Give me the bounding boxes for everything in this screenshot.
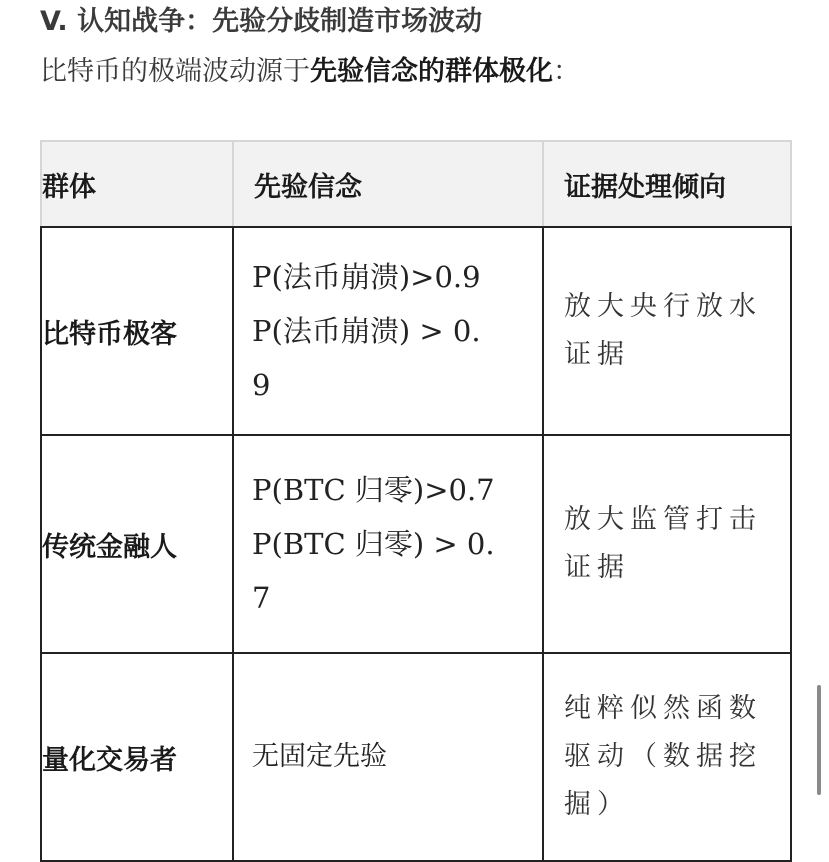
belief-line: 9	[252, 368, 271, 402]
group-cell: 比特币极客	[41, 227, 233, 435]
table-header-row	[41, 141, 791, 227]
section-heading: V. 认知战争：先验分歧制造市场波动	[40, 6, 483, 37]
table-row	[41, 227, 791, 435]
belief-line: P(法币崩溃) > 0.	[252, 314, 481, 348]
header-group: 群体	[41, 141, 233, 227]
scrollbar-thumb[interactable]	[817, 685, 821, 795]
tendency-cell: 放大央行放水证据	[543, 227, 791, 435]
group-cell: 量化交易者	[41, 653, 233, 861]
intro-prefix: 比特币的极端波动源于	[40, 56, 310, 87]
header-evidence-tendency: 证据处理倾向	[543, 141, 791, 227]
belief-line: 7	[252, 581, 271, 615]
table-row	[41, 435, 791, 653]
prior-belief-table	[40, 140, 792, 862]
belief-line: P(BTC 归零) > 0.	[252, 527, 495, 561]
belief-cell	[233, 227, 543, 435]
tendency-cell: 放大监管打击证据	[543, 435, 791, 653]
belief-line: 无固定先验	[252, 741, 387, 772]
header-prior-belief: 先验信念	[233, 141, 543, 227]
belief-line: P(法币崩溃)>0.9	[252, 260, 481, 294]
belief-cell	[233, 653, 543, 861]
intro-paragraph	[40, 52, 580, 92]
intro-suffix: ：	[553, 56, 580, 87]
tendency-cell: 纯粹似然函数驱动（数据挖掘）	[543, 653, 791, 861]
belief-cell	[233, 435, 543, 653]
group-cell: 传统金融人	[41, 435, 233, 653]
table-row	[41, 653, 791, 861]
intro-bold-phrase: 先验信念的群体极化	[310, 56, 553, 87]
belief-line: P(BTC 归零)>0.7	[252, 473, 495, 507]
